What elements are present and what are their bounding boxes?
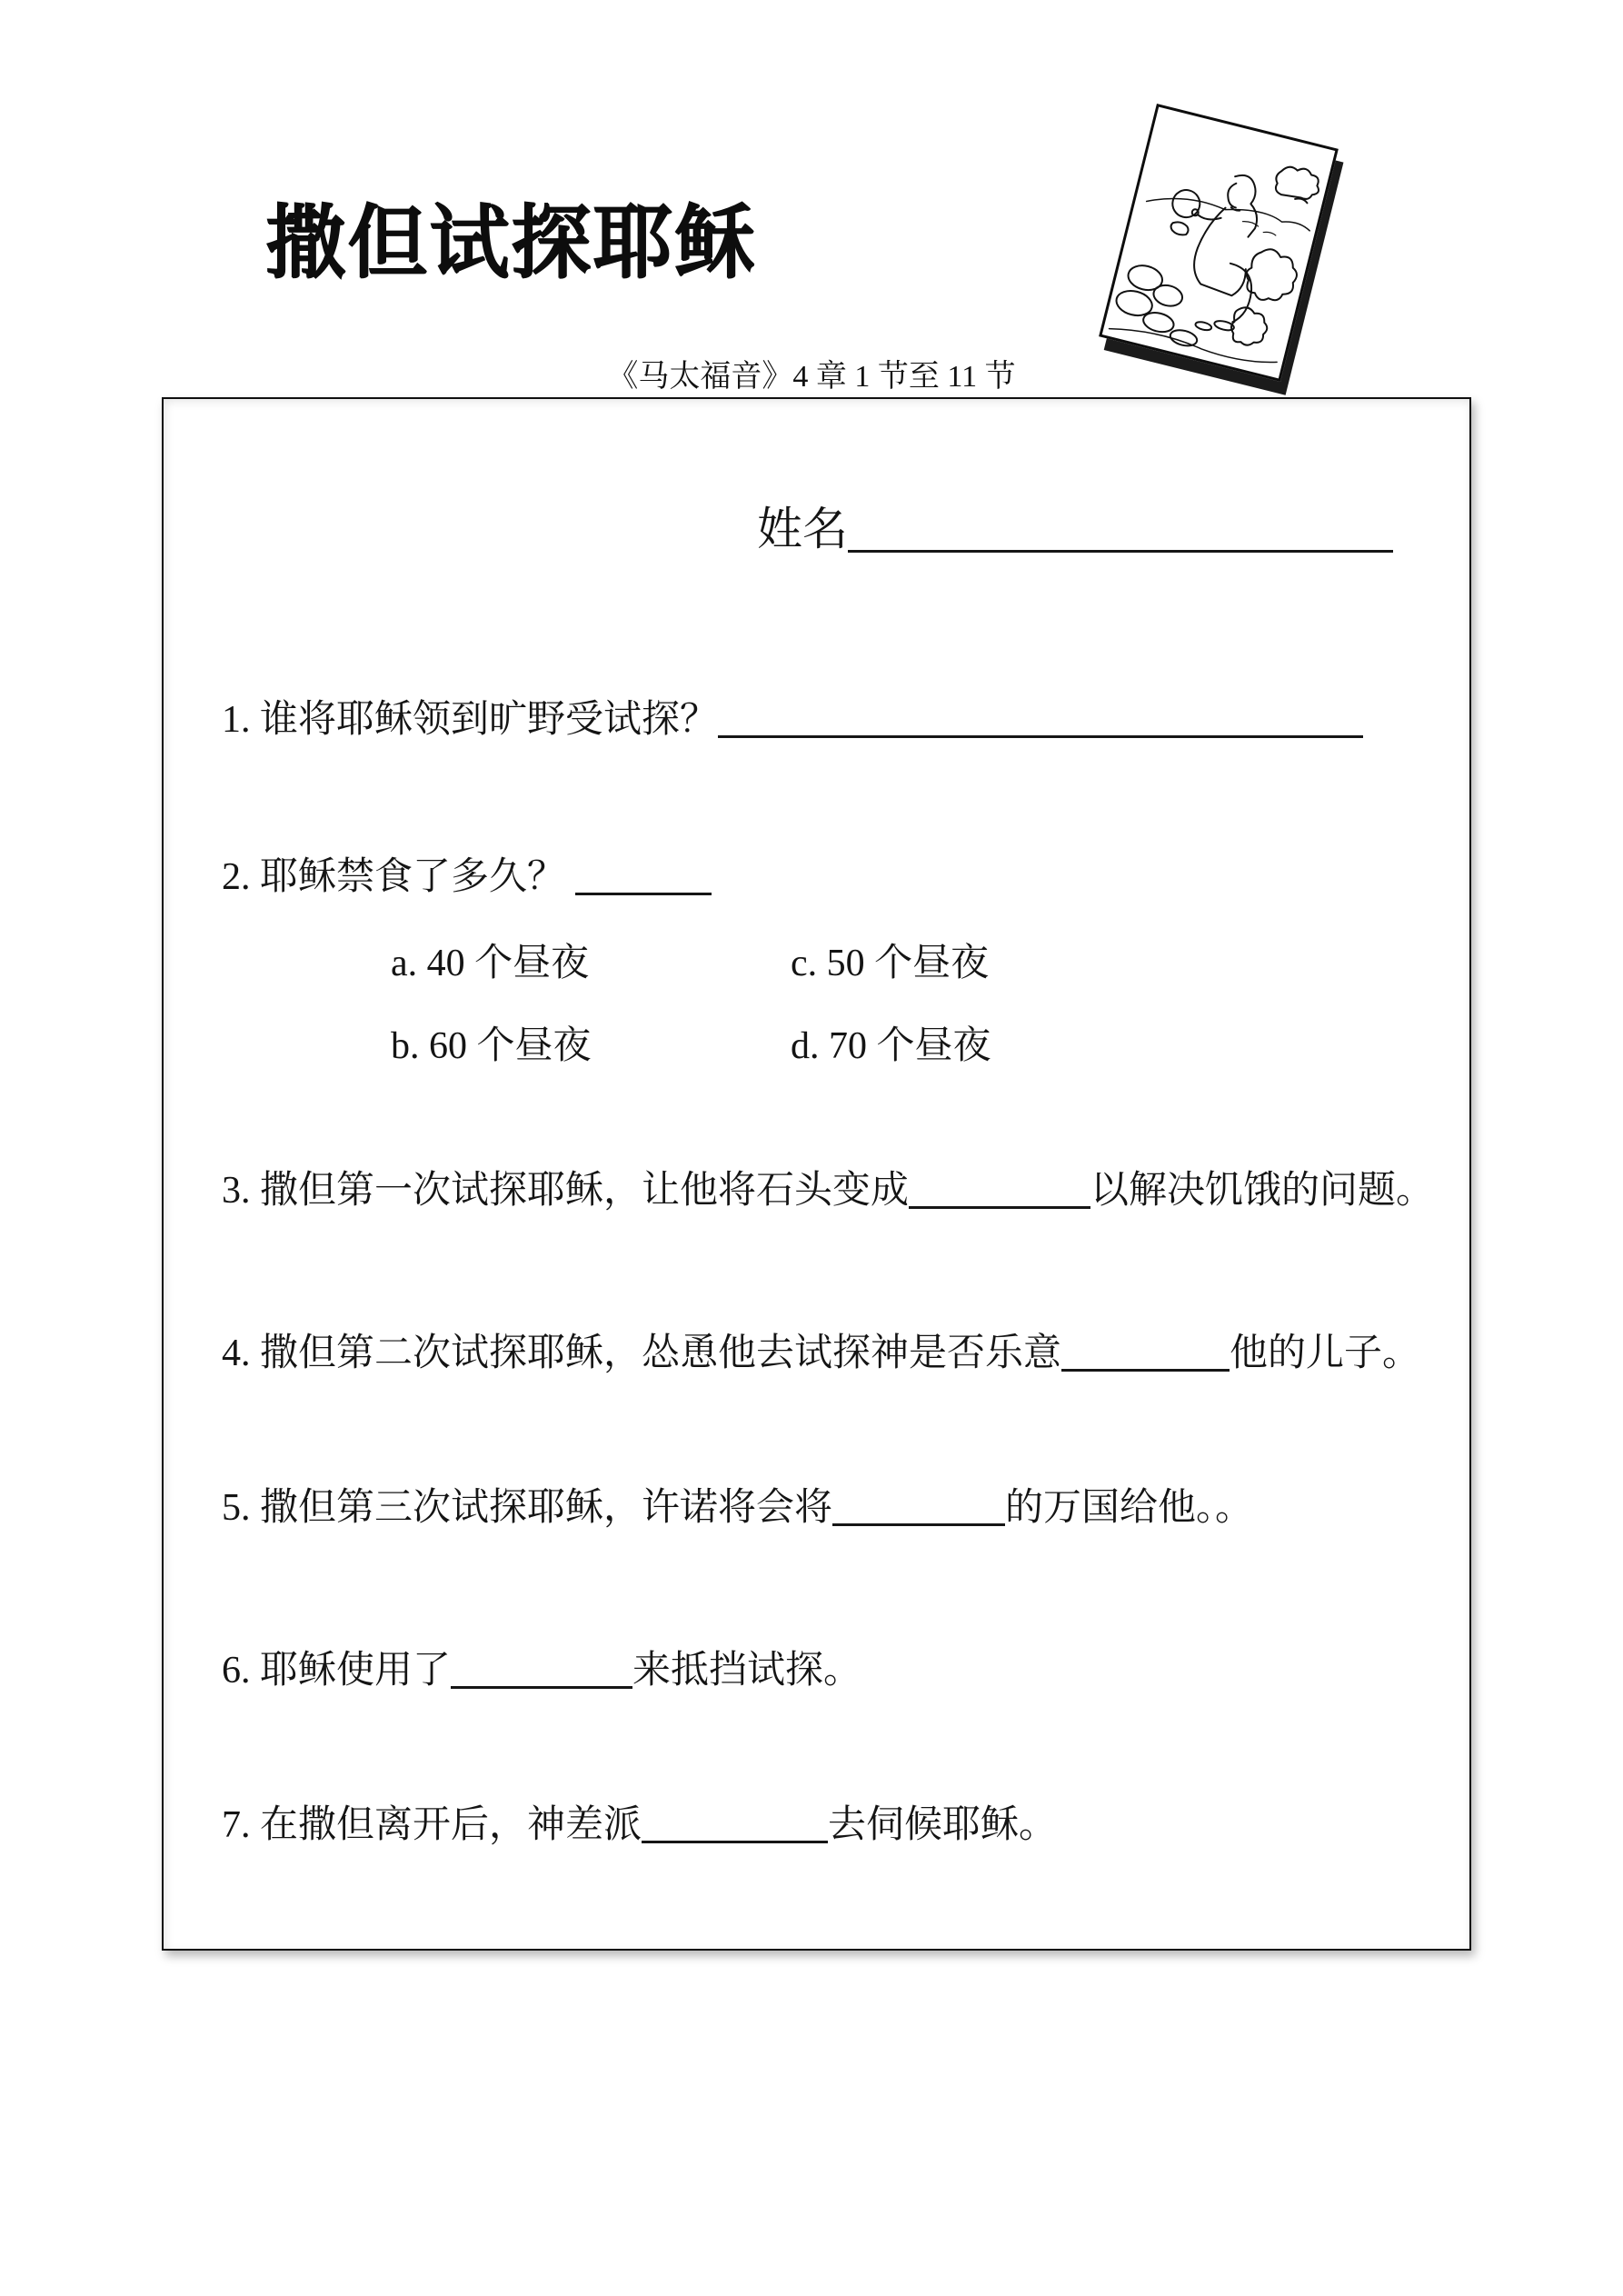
question-5-text: 5. 撒但第三次试探耶稣，许诺将会将 <box>222 1486 833 1529</box>
question-4-text: 4. 撒但第二次试探耶稣，怂恿他去试探神是否乐意 <box>222 1332 1062 1374</box>
question-1 <box>222 694 1363 744</box>
question-2-blank-line <box>575 852 712 895</box>
question-6-text: 6. 耶稣使用了 <box>222 1649 452 1692</box>
question-1-text: 1. 谁将耶稣领到旷野受试探？ <box>222 698 719 741</box>
scripture-reference: 《马太福音》4 章 1 节至 11 节 <box>607 360 1016 394</box>
option-b: b. 60 个昼夜 <box>391 1025 592 1067</box>
question-7-text: 7. 在撒但离开后，神差派 <box>222 1803 642 1846</box>
question-7 <box>222 1800 1057 1849</box>
name-blank-line <box>848 501 1393 553</box>
question-2-text: 2. 耶稣禁食了多久？ <box>222 855 575 898</box>
bible-scene-illustration <box>1102 107 1335 379</box>
worksheet-frame <box>162 397 1471 1951</box>
question-2-options-row-2 <box>391 1023 991 1071</box>
question-1-blank-line <box>718 694 1363 738</box>
page-title: 撒但试探耶稣 <box>265 200 757 288</box>
question-3 <box>222 1165 1434 1214</box>
name-label: 姓名 <box>757 504 848 554</box>
question-7-suffix: 去伺候耶稣。 <box>828 1803 1058 1846</box>
question-5-blank-line <box>832 1482 1005 1526</box>
name-field-row <box>757 501 1393 558</box>
option-a: a. 40 个昼夜 <box>391 943 590 984</box>
question-4-suffix: 他的儿子。 <box>1230 1332 1421 1374</box>
question-6-blank-line <box>451 1645 632 1689</box>
bible-scene-picture <box>1099 104 1339 382</box>
question-6 <box>222 1645 861 1694</box>
question-6-suffix: 来抵挡试探。 <box>632 1649 862 1692</box>
question-4 <box>222 1328 1420 1377</box>
option-c: c. 50 个昼夜 <box>791 943 990 984</box>
question-7-blank-line <box>642 1800 828 1843</box>
question-4-blank-line <box>1061 1328 1230 1372</box>
question-3-suffix: 以解决饥饿的问题。 <box>1090 1169 1435 1212</box>
question-2 <box>222 852 712 901</box>
question-5 <box>222 1482 1253 1532</box>
option-d: d. 70 个昼夜 <box>791 1025 991 1067</box>
question-3-text: 3. 撒但第一次试探耶稣，让他将石头变成 <box>222 1169 910 1212</box>
question-5-suffix: 的万国给他。。 <box>1005 1486 1254 1529</box>
question-2-options-row-1 <box>391 940 989 988</box>
question-3-blank-line <box>909 1165 1090 1209</box>
